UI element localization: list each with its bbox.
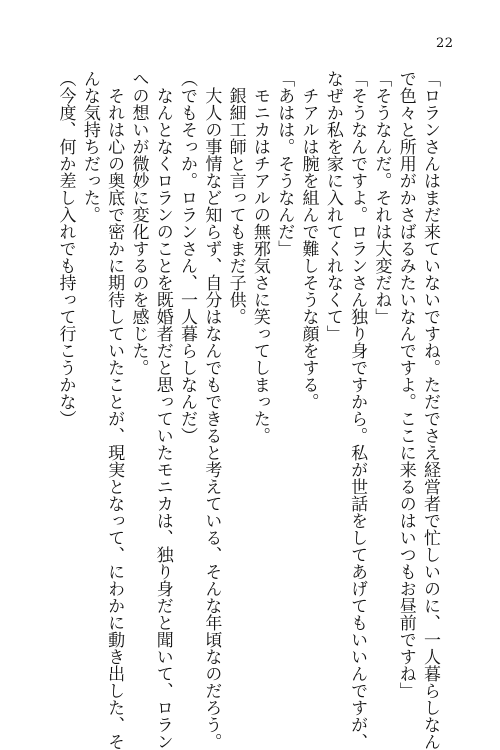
text-line: 「そうなんですよ。ロランさん独り身ですから。私が世話をしてあげてもいいんですが、	[347, 70, 368, 750]
text-line: それは心の奥底で密かに期待していたことが、現実となって、にわかに動き出した、そ	[104, 70, 125, 750]
text-line: で色々と所用がかさばるみたいなんですよ。ここに来るのはいつもお昼前ですね」	[395, 70, 416, 699]
text-line: なんとなくロランのことを既婚者だと思っていたモニカは、独り身だと聞いて、ロラン	[152, 70, 173, 750]
body-text	[22, 70, 442, 750]
text-line: 「あはは。そうなんだ」	[274, 70, 295, 257]
text-line: んな気持ちだった。	[79, 70, 100, 223]
text-line: （今度、何か差し入れでも持って行こうかな）	[55, 70, 76, 427]
text-line: 銀細工師と言ってもまだ子供。	[225, 70, 246, 325]
text-line: 大人の事情など知らず、自分はなんでもできると考えている、そんな年頃なのだろう。	[201, 70, 222, 750]
text-line: （でもそっか。ロランさん、一人暮らしなんだ）	[177, 70, 198, 444]
text-line: 「そうなんだ。それは大変だね」	[371, 70, 392, 325]
text-line: モニカはチアルの無邪気さに笑ってしまった。	[249, 70, 270, 444]
text-line: なぜか私を家に入れてくれなくて」	[322, 70, 343, 342]
text-line: への想いが微妙に変化するのを感じた。	[128, 70, 149, 376]
page-number: 22	[436, 36, 454, 51]
text-line: チアルは腕を組んで難しそうな顔をする。	[298, 70, 319, 410]
text-line: 「ロランさんはまだ来ていないですね。ただでさえ経営者で忙しいのに、一人暮らしなん	[420, 70, 440, 750]
